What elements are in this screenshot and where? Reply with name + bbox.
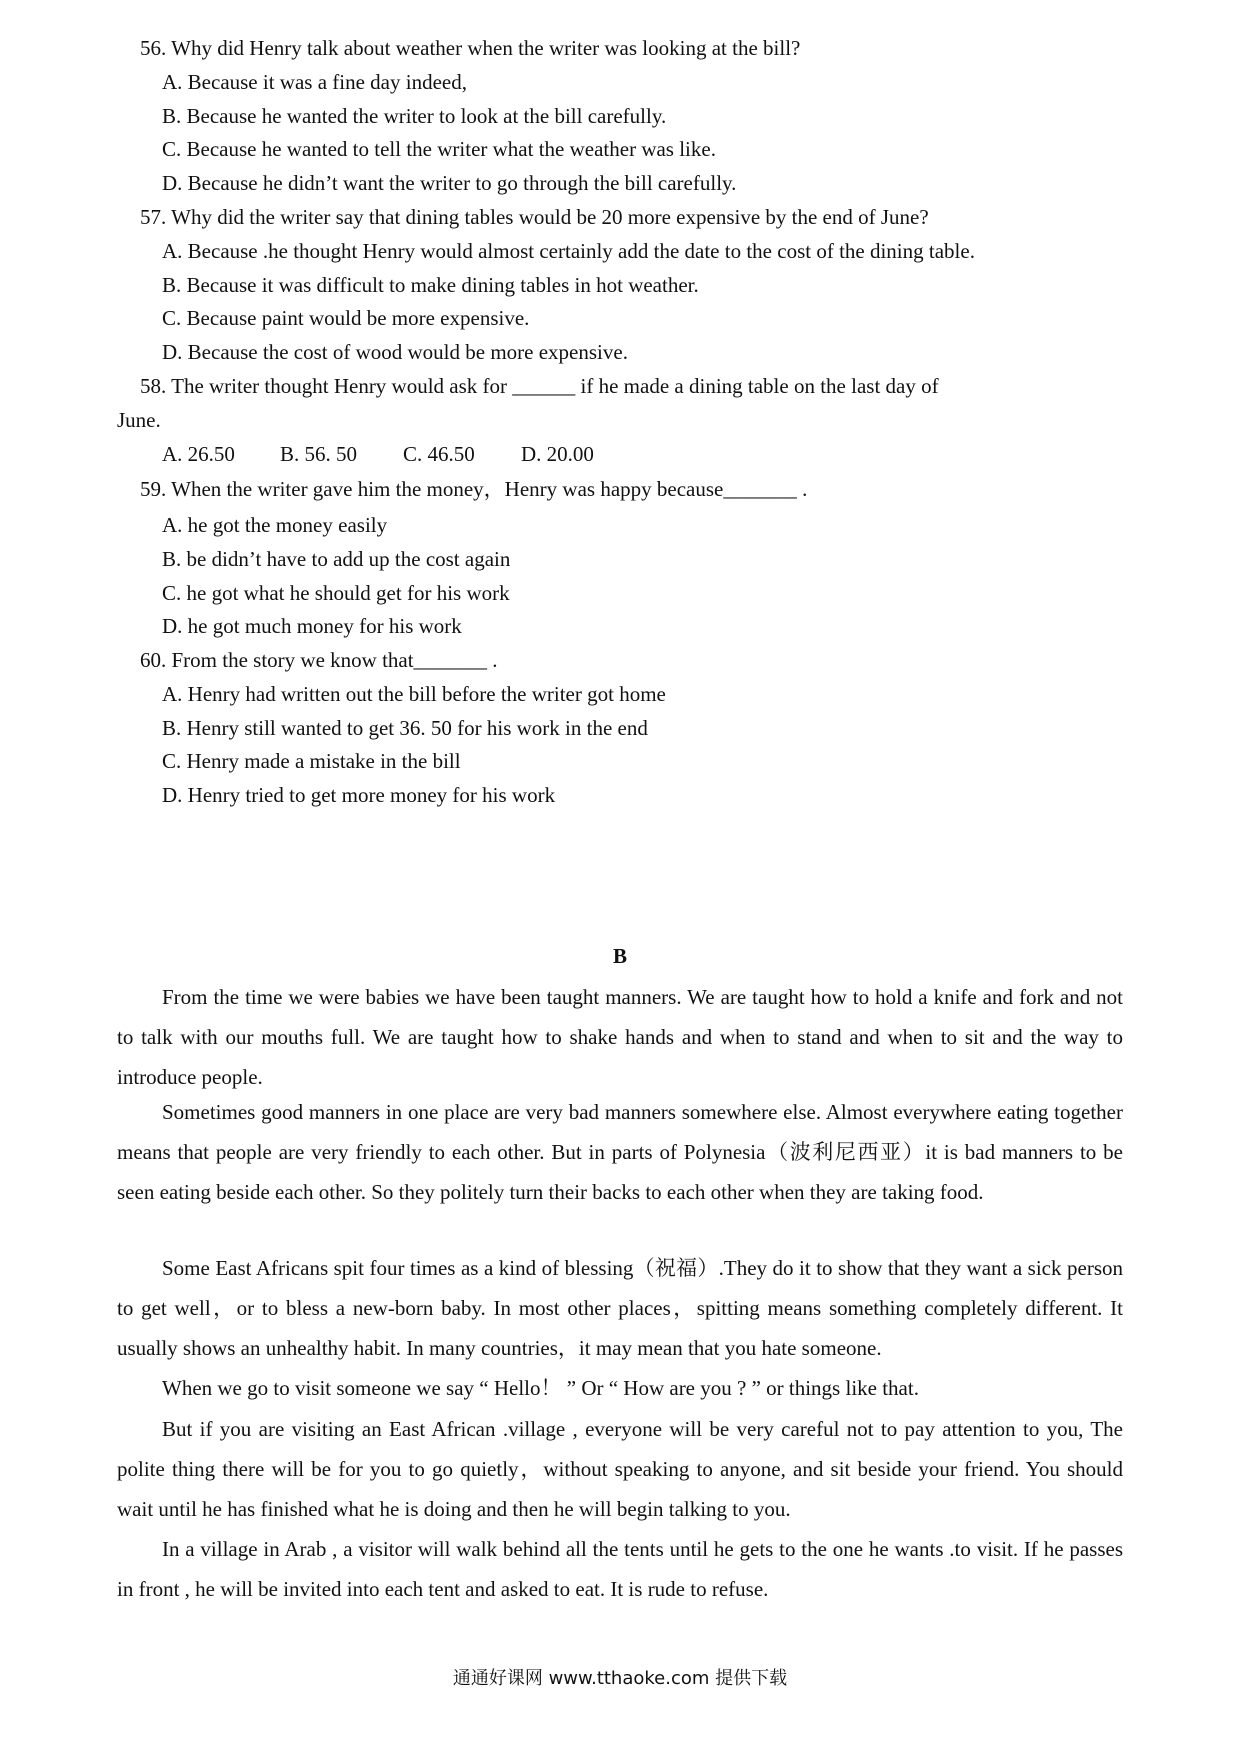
passage-paragraph-2: Sometimes good manners in one place are very bad manners somewhere else. Almost everywhere eating together means that people are very friendly to each other. But in parts of Polynesia（波利尼西亚）it is bad manners to be seen eating beside each other. So they politely turn their backs to each other when they are taking food. [117,1100,1123,1204]
question-60-option-a: A. Henry had written out the bill before the writer got home [162,682,666,706]
question-60-stem: 60. From the story we know that_______ . [140,648,498,672]
question-60-option-b: B. Henry still wanted to get 36. 50 for his work in the end [162,716,648,740]
question-60-option-d: D. Henry tried to get more money for his work [162,783,556,807]
question-58-option-d: D. 20.00 [521,442,594,466]
passage-paragraph-6: In a village in Arab , a visitor will walk behind all the tents until he gets to the one he wants .to visit. If he passes in front , he will be invited into each tent and asked to eat. It is rude to refuse. [117,1537,1123,1601]
question-57-option-a: A. Because .he thought Henry would almost certainly add the date to the cost of the dining table. [162,239,975,263]
question-56-option-c: C. Because he wanted to tell the writer what the weather was like. [162,137,716,161]
question-58-options [162,440,594,468]
passage-paragraph-3: Some East Africans spit four times as a kind of blessing（祝福）.They do it to show that they want a sick person to get well，or to bless a new-born baby. In most other places，spitting means something completely different. It usually shows an unhealthy habit. In many countries，it may mean that you hate someone. [117,1256,1123,1360]
question-57-option-c: C. Because paint would be more expensive. [162,306,530,330]
question-56-option-a: A. Because it was a fine day indeed, [162,70,467,94]
question-59-option-d: D. he got much money for his work [162,614,462,638]
question-60-option-c: C. Henry made a mistake in the bill [162,749,461,773]
passage-paragraph-5: But if you are visiting an East African .village , everyone will be very careful not to pay attention to you, The polite thing there will be for you to go quietly，without speaking to anyone, and sit beside your friend. You should wait until he has finished what he is doing and then he will begin talking to you. [117,1417,1123,1521]
passage-paragraph-4: When we go to visit someone we say “ Hello！ ” Or “ How are you ? ” or things like that. [162,1376,919,1400]
question-58-option-a: A. 26.50 [162,442,235,466]
question-56-option-d: D. Because he didn’t want the writer to go through the bill carefully. [162,171,737,195]
question-59-option-a: A. he got the money easily [162,513,388,537]
question-59-option-c: C. he got what he should get for his work [162,581,510,605]
question-56-stem: 56. Why did Henry talk about weather when the writer was looking at the bill? [140,36,801,60]
section-title: B [612,944,627,968]
question-58-option-b: B. 56. 50 [280,442,358,466]
question-58-stem-continuation: June. [117,408,161,432]
question-59-stem: 59. When the writer gave him the money，Henry was happy because_______ . [140,477,808,501]
question-58-stem: 58. The writer thought Henry would ask for ______ if he made a dining table on the last day of [140,374,939,398]
question-58-option-c: C. 46.50 [403,442,475,466]
question-57-option-b: B. Because it was difficult to make dining tables in hot weather. [162,273,699,297]
passage-paragraph-1: From the time we were babies we have been taught manners. We are taught how to hold a knife and fork and not to talk with our mouths full. We are taught how to shake hands and when to stand and when to sit and the way to introduce people. [117,985,1123,1089]
question-59-option-b: B. be didn’t have to add up the cost again [162,547,511,571]
question-57-stem: 57. Why did the writer say that dining tables would be 20 more expensive by the end of June? [140,205,929,229]
page-footer: 通通好课网 www.tthaoke.com 提供下载 [452,1668,788,1689]
question-56-option-b: B. Because he wanted the writer to look at the bill carefully. [162,104,667,128]
question-57-option-d: D. Because the cost of wood would be more expensive. [162,340,628,364]
